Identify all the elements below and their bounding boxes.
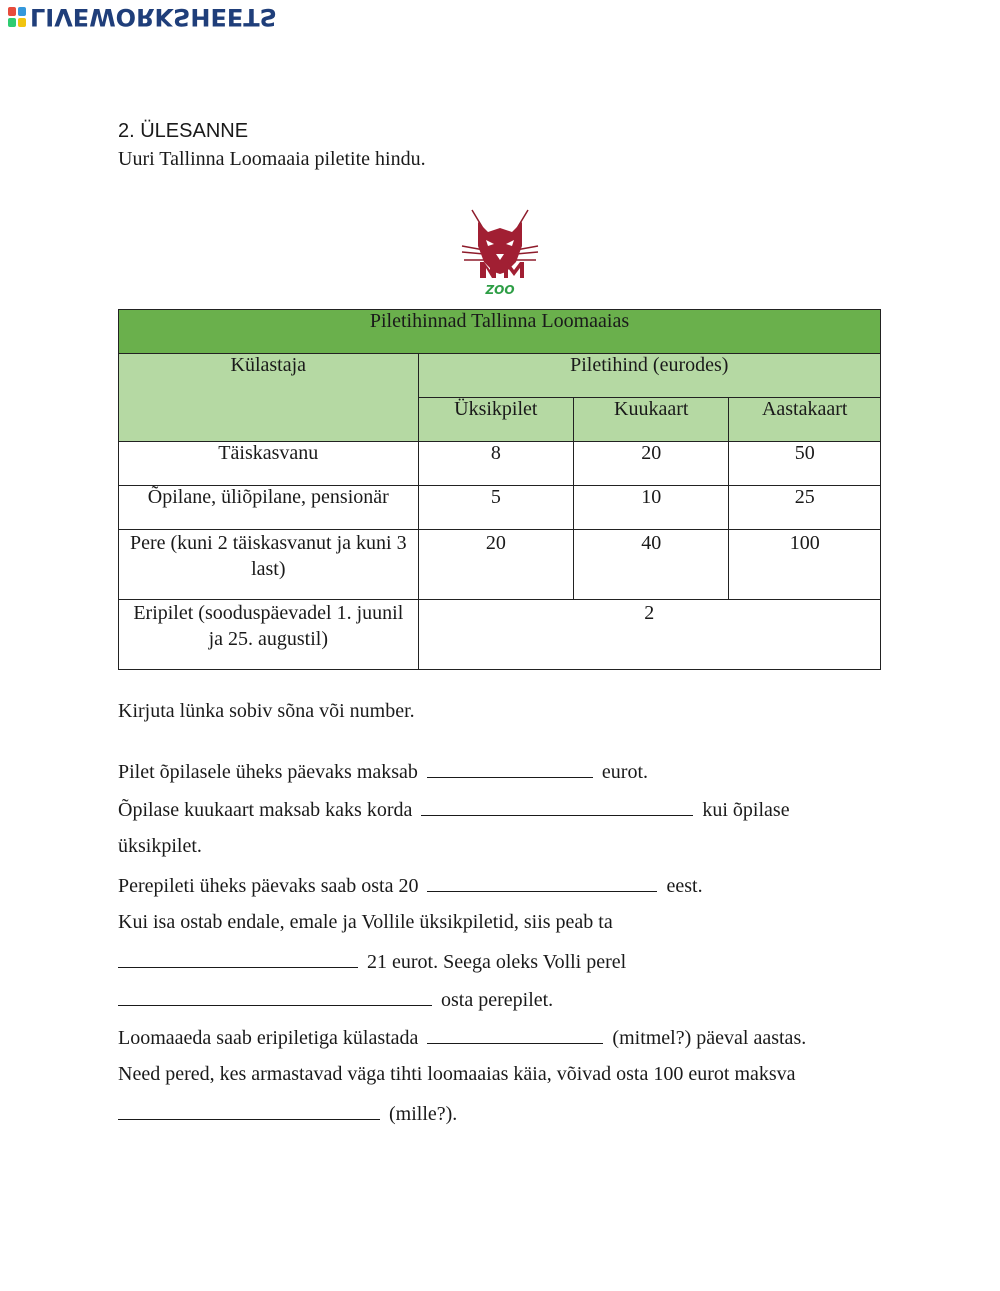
task-title: 2. ÜLESANNE	[118, 120, 249, 142]
sentence-text: üksikpilet.	[118, 835, 202, 857]
sentence-line	[118, 985, 898, 1023]
table-row	[119, 442, 881, 486]
price-cell: 20	[574, 442, 729, 486]
sentence-text: Õpilase kuukaart maksab kaks korda	[118, 799, 413, 821]
column-header: Kuukaart	[574, 398, 729, 442]
sentence-text: 21 eurot. Seega oleks Volli perel	[367, 951, 627, 973]
sentence-line	[118, 1023, 898, 1061]
answer-blank[interactable]	[427, 871, 657, 892]
liveworksheets-brand	[8, 4, 277, 30]
sentence-line	[118, 795, 898, 833]
ticket-price-table	[118, 309, 881, 670]
fill-in-sentences	[118, 757, 898, 1137]
sentence-text: (mille?).	[389, 1103, 458, 1125]
price-cell: 8	[418, 442, 573, 486]
answer-blank[interactable]	[118, 947, 358, 968]
price-cell: 5	[418, 486, 573, 530]
brand-name: LIVEWORKSHEETS	[30, 3, 277, 31]
sentence-line	[118, 909, 898, 947]
sentence-line	[118, 947, 898, 985]
task-intro: Uuri Tallinna Loomaaia piletite hindu.	[118, 148, 426, 170]
answer-blank[interactable]	[427, 1023, 603, 1044]
answer-blank[interactable]	[118, 985, 432, 1006]
sentence-text: osta perepilet.	[441, 989, 554, 1011]
lynx-zoo-logo-icon	[458, 206, 542, 298]
zoo-logo-text: ZOO	[485, 283, 515, 297]
price-header: Piletihind (eurodes)	[418, 354, 880, 398]
sentence-line	[118, 1099, 898, 1137]
price-cell: 25	[729, 486, 881, 530]
sentence-text: Perepileti üheks päevaks saab osta 20	[118, 875, 419, 897]
table-row	[119, 486, 881, 530]
sentence-text: Need pered, kes armastavad väga tihti loomaaias käia, võivad osta 100 eurot maksva	[118, 1063, 796, 1085]
column-header: Üksikpilet	[418, 398, 573, 442]
sentence-text: (mitmel?) päeval aastas.	[612, 1027, 807, 1049]
table-row	[119, 530, 881, 600]
brand-cubes-icon	[8, 7, 26, 27]
sentence-text: Kui isa ostab endale, emale ja Vollile üksikpiletid, siis peab ta	[118, 911, 613, 933]
visitor-header: Külastaja	[119, 354, 419, 442]
sentence-line	[118, 1061, 898, 1099]
answer-blank[interactable]	[118, 1099, 380, 1120]
sentence-line	[118, 871, 898, 909]
sentence-text: Loomaaeda saab eripiletiga külastada	[118, 1027, 419, 1049]
row-label: Eripilet (sooduspäevadel 1. juunil ja 25. augustil)	[119, 600, 419, 670]
price-cell: 10	[574, 486, 729, 530]
sentence-line	[118, 757, 898, 795]
table-title: Piletihinnad Tallinna Loomaaias	[119, 310, 881, 354]
answer-blank[interactable]	[427, 757, 593, 778]
price-cell: 40	[574, 530, 729, 600]
special-price-cell: 2	[418, 600, 880, 670]
row-label: Täiskasvanu	[119, 442, 419, 486]
row-label: Õpilane, üliõpilane, pensionär	[119, 486, 419, 530]
sentence-line	[118, 833, 898, 871]
sentence-text: kui õpilase	[702, 799, 790, 821]
table-row	[119, 600, 881, 670]
answer-blank[interactable]	[421, 795, 693, 816]
price-cell: 20	[418, 530, 573, 600]
sentence-text: eurot.	[601, 761, 649, 783]
price-cell: 50	[729, 442, 881, 486]
price-cell: 100	[729, 530, 881, 600]
row-label: Pere (kuni 2 täiskasvanut ja kuni 3 last)	[119, 530, 419, 600]
column-header: Aastakaart	[729, 398, 881, 442]
instruction: Kirjuta lünka sobiv sõna või number.	[118, 700, 415, 722]
sentence-text: eest.	[666, 875, 703, 897]
sentence-text: Pilet õpilasele üheks päevaks maksab	[118, 761, 418, 783]
